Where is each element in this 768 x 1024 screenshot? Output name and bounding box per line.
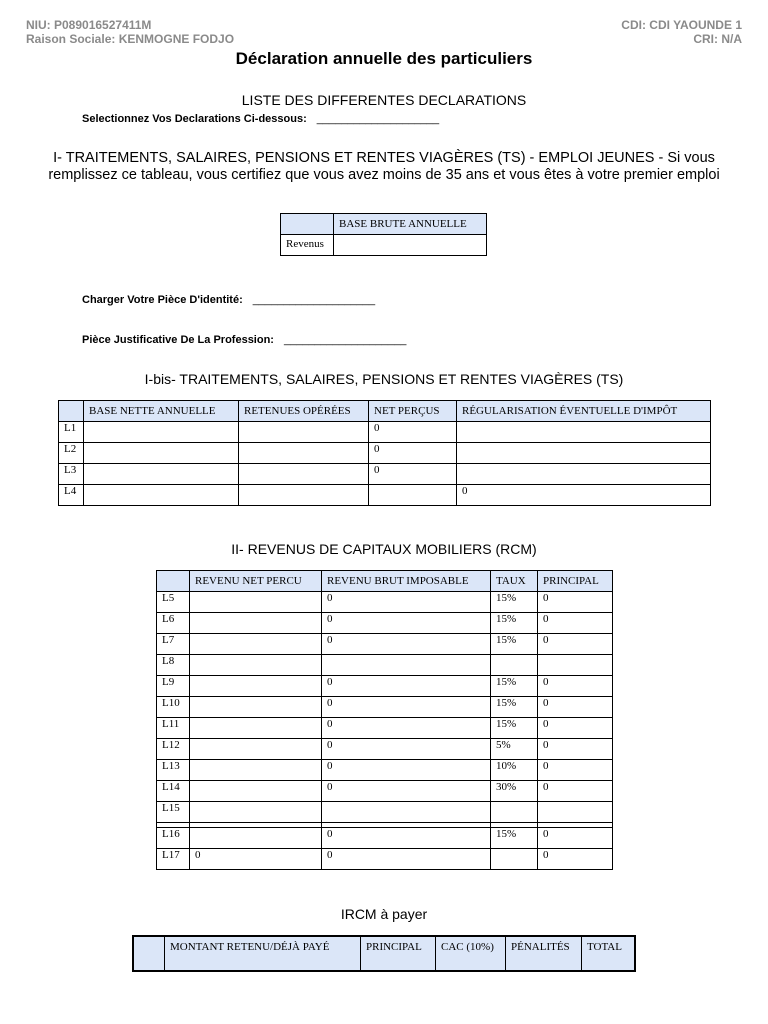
table-cell: 0 xyxy=(538,781,613,802)
table-row xyxy=(157,718,613,739)
section1-corner-cell xyxy=(281,214,334,235)
table-cell: 0 xyxy=(322,613,491,634)
section1-row-label: Revenus xyxy=(281,235,334,256)
table-cell[interactable] xyxy=(190,718,322,739)
table-cell: 0 xyxy=(322,592,491,613)
row-label: L15 xyxy=(157,802,190,823)
piece-profession-row xyxy=(82,334,406,346)
table-cell xyxy=(538,802,613,823)
ircm-corner-cell xyxy=(133,936,165,971)
table-row xyxy=(59,443,711,464)
ircm-header: TOTAL xyxy=(582,936,636,971)
table-row xyxy=(59,422,711,443)
row-label: L6 xyxy=(157,613,190,634)
section2-table xyxy=(156,570,613,870)
select-declarations-field[interactable]: ____________________ xyxy=(316,113,440,125)
table-row xyxy=(157,592,613,613)
table-row xyxy=(157,760,613,781)
table-row xyxy=(157,802,613,823)
table-cell: 0 xyxy=(322,697,491,718)
table-cell xyxy=(491,655,538,676)
section1bis-heading: I-bis- TRAITEMENTS, SALAIRES, PENSIONS ET RENTES VIAGÈRES (TS) xyxy=(144,371,624,387)
table-cell xyxy=(491,802,538,823)
table-cell: 10% xyxy=(491,760,538,781)
table-cell[interactable] xyxy=(190,592,322,613)
header-left xyxy=(26,18,234,46)
section1bis-table xyxy=(58,400,711,506)
cdi-text: CDI: CDI YAOUNDE 1 xyxy=(621,18,742,32)
table-row xyxy=(157,697,613,718)
liste-heading: LISTE DES DIFFERENTES DECLARATIONS xyxy=(241,92,527,108)
table-cell: 0 xyxy=(538,697,613,718)
table-row xyxy=(157,739,613,760)
table-cell[interactable] xyxy=(190,655,322,676)
table-cell[interactable] xyxy=(239,464,369,485)
table-cell: 0 xyxy=(190,849,322,870)
table-row xyxy=(59,464,711,485)
table-cell[interactable] xyxy=(84,443,239,464)
table-cell: 0 xyxy=(538,718,613,739)
ircm-header: CAC (10%) xyxy=(436,936,506,971)
header-right xyxy=(621,18,742,46)
section1-description: I- TRAITEMENTS, SALAIRES, PENSIONS ET RENTES VIAGÈRES (TS) - EMPLOI JEUNES - Si vous remplissez ce tableau, vous certifiez que vous avez moins de 35 ans et vous êtes à votre premier emploi xyxy=(48,150,720,183)
table-cell: 0 xyxy=(538,592,613,613)
table-row xyxy=(59,485,711,506)
section1-table xyxy=(280,213,487,256)
table-cell xyxy=(491,849,538,870)
row-label: L12 xyxy=(157,739,190,760)
piece-profession-label: Pièce Justificative De La Profession: xyxy=(82,334,274,346)
row-label: L3 xyxy=(59,464,84,485)
table-cell: 0 xyxy=(322,849,491,870)
table-cell: 5% xyxy=(491,739,538,760)
table-cell: 15% xyxy=(491,592,538,613)
table-cell[interactable] xyxy=(239,485,369,506)
cri-text: CRI: N/A xyxy=(693,32,742,46)
table-cell: 0 xyxy=(322,781,491,802)
row-label: L7 xyxy=(157,634,190,655)
row-label: L17 xyxy=(157,849,190,870)
table-cell: 0 xyxy=(538,849,613,870)
table-cell: 0 xyxy=(369,422,457,443)
table-cell: 15% xyxy=(491,697,538,718)
table-cell: 0 xyxy=(538,739,613,760)
row-label: L14 xyxy=(157,781,190,802)
page-title: Déclaration annuelle des particuliers xyxy=(235,49,533,68)
table-cell[interactable] xyxy=(190,613,322,634)
table-cell[interactable] xyxy=(190,828,322,849)
piece-identite-label: Charger Votre Pièce D'identité: xyxy=(82,294,243,306)
row-label: L2 xyxy=(59,443,84,464)
raison-sociale-text: Raison Sociale: KENMOGNE FODJO xyxy=(26,32,235,46)
section1bis-header: RETENUES OPÉRÉES xyxy=(239,401,369,422)
ircm-header: PRINCIPAL xyxy=(361,936,436,971)
table-cell[interactable] xyxy=(457,443,711,464)
section1bis-header: BASE NETTE ANNUELLE xyxy=(84,401,239,422)
table-cell: 0 xyxy=(322,739,491,760)
row-label: L10 xyxy=(157,697,190,718)
row-label: L16 xyxy=(157,828,190,849)
section2-header: TAUX xyxy=(491,571,538,592)
section2-header: REVENU NET PERCU xyxy=(190,571,322,592)
table-cell: 0 xyxy=(457,485,711,506)
table-row xyxy=(157,849,613,870)
table-cell: 0 xyxy=(538,613,613,634)
table-cell[interactable] xyxy=(190,739,322,760)
select-declarations-label: Selectionnez Vos Declarations Ci-dessous: xyxy=(82,113,307,125)
table-cell: 30% xyxy=(491,781,538,802)
row-label: L4 xyxy=(59,485,84,506)
table-cell xyxy=(322,802,491,823)
select-declarations-row xyxy=(82,113,439,125)
row-label: L9 xyxy=(157,676,190,697)
ircm-header: MONTANT RETENU/DÉJÀ PAYÉ xyxy=(165,936,361,971)
row-label: L1 xyxy=(59,422,84,443)
ircm-header: PÉNALITÉS xyxy=(506,936,582,971)
table-cell[interactable] xyxy=(239,443,369,464)
section1-revenus-input[interactable] xyxy=(334,235,487,256)
row-label: L13 xyxy=(157,760,190,781)
section2-header: PRINCIPAL xyxy=(538,571,613,592)
section2-corner-cell xyxy=(157,571,190,592)
table-cell[interactable] xyxy=(457,464,711,485)
table-cell: 0 xyxy=(538,676,613,697)
niu-text: NIU: P089016527411M xyxy=(26,18,152,32)
table-cell[interactable] xyxy=(369,485,457,506)
table-cell: 0 xyxy=(322,718,491,739)
table-cell: 0 xyxy=(322,760,491,781)
table-cell[interactable] xyxy=(190,634,322,655)
section1-header-base-brute: BASE BRUTE ANNUELLE xyxy=(334,214,487,235)
table-cell: 0 xyxy=(538,828,613,849)
table-row xyxy=(157,634,613,655)
table-cell: 0 xyxy=(322,676,491,697)
piece-identite-row xyxy=(82,294,375,306)
table-cell: 0 xyxy=(369,443,457,464)
table-row xyxy=(157,828,613,849)
table-row xyxy=(157,676,613,697)
piece-profession-upload[interactable]: ____________________ xyxy=(283,334,407,346)
table-row xyxy=(157,781,613,802)
table-row xyxy=(157,655,613,676)
row-label: L11 xyxy=(157,718,190,739)
section1bis-header: RÉGULARISATION ÉVENTUELLE D'IMPÔT xyxy=(457,401,711,422)
table-cell[interactable] xyxy=(190,697,322,718)
table-cell[interactable] xyxy=(84,422,239,443)
row-label: L8 xyxy=(157,655,190,676)
section1bis-corner-cell xyxy=(59,401,84,422)
ircm-heading: IRCM à payer xyxy=(340,906,428,922)
table-cell: 15% xyxy=(491,613,538,634)
table-row xyxy=(157,613,613,634)
table-cell: 15% xyxy=(491,676,538,697)
table-cell: 0 xyxy=(538,634,613,655)
section2-header: REVENU BRUT IMPOSABLE xyxy=(322,571,491,592)
table-cell: 0 xyxy=(369,464,457,485)
table-cell: 15% xyxy=(491,634,538,655)
table-cell[interactable] xyxy=(84,464,239,485)
section1bis-header: NET PERÇUS xyxy=(369,401,457,422)
table-cell[interactable] xyxy=(190,760,322,781)
table-cell[interactable] xyxy=(457,422,711,443)
piece-identite-upload[interactable]: ____________________ xyxy=(252,294,376,306)
ircm-table xyxy=(132,935,636,972)
table-cell: 15% xyxy=(491,828,538,849)
section2-heading: II- REVENUS DE CAPITAUX MOBILIERS (RCM) xyxy=(231,541,537,557)
table-cell: 0 xyxy=(322,634,491,655)
table-cell[interactable] xyxy=(190,781,322,802)
table-cell xyxy=(538,655,613,676)
table-cell: 0 xyxy=(322,828,491,849)
table-cell xyxy=(322,655,491,676)
table-cell[interactable] xyxy=(190,802,322,823)
row-label: L5 xyxy=(157,592,190,613)
table-cell: 15% xyxy=(491,718,538,739)
table-cell[interactable] xyxy=(84,485,239,506)
table-cell[interactable] xyxy=(190,676,322,697)
table-cell: 0 xyxy=(538,760,613,781)
table-cell[interactable] xyxy=(239,422,369,443)
